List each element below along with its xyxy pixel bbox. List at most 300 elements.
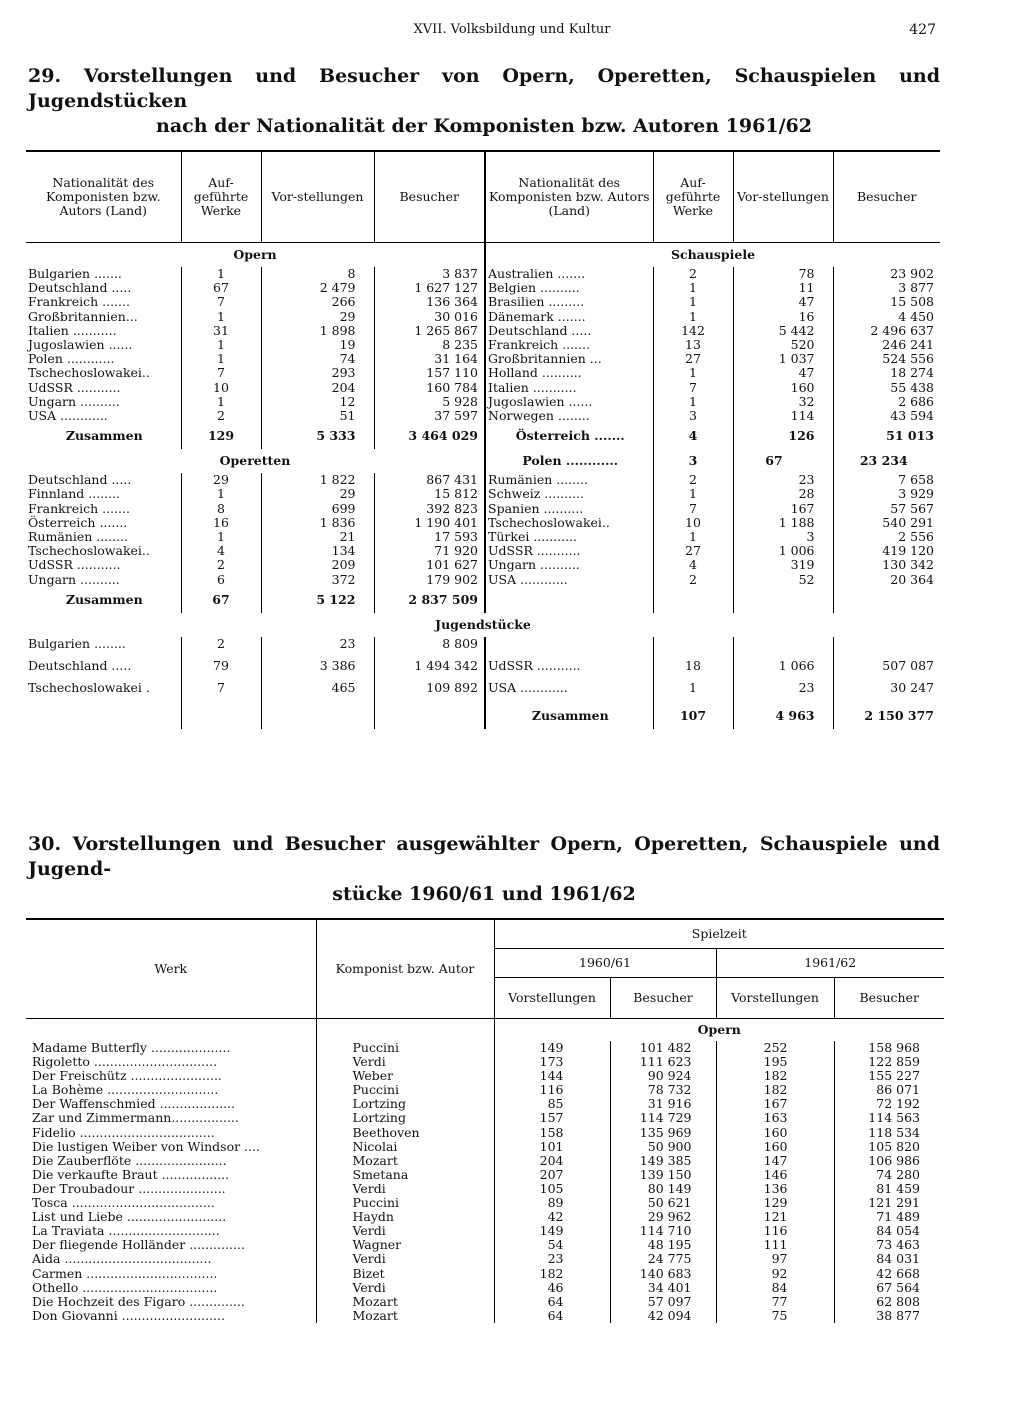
composer: Puccini [316, 1196, 494, 1210]
performances-1961-62: 97 [716, 1252, 834, 1266]
right-works: 1 [653, 530, 733, 544]
performances-1961-62: 147 [716, 1154, 834, 1168]
right-country: Brasilien ......... [485, 295, 653, 309]
header-works: Auf-geführte Werke [181, 151, 261, 243]
right-visitors: 540 291 [833, 516, 940, 530]
work-title: Don Giovanni .......................... [32, 1307, 225, 1323]
right-visitors: 15 508 [833, 295, 940, 309]
left-performances: 19 [261, 338, 374, 352]
table-row [26, 409, 940, 423]
right-performances: 47 [733, 295, 833, 309]
performances-1961-62: 116 [716, 1224, 834, 1238]
performances-1961-62: 136 [716, 1182, 834, 1196]
right-works: 1 [653, 281, 733, 295]
table-30-title-line-2: stücke 1960/61 und 1961/62 [332, 883, 636, 905]
performances-1961-62: 160 [716, 1140, 834, 1154]
left-total-label: Zusammen [65, 428, 143, 444]
right-performances: 114 [733, 409, 833, 423]
left-performances: 23 [261, 637, 374, 659]
right-country: Schweiz .......... [485, 487, 653, 501]
left-works: 1 [181, 310, 261, 324]
performances-1960-61: 46 [494, 1281, 610, 1295]
left-visitors: 157 110 [374, 366, 485, 380]
table-row [26, 587, 940, 613]
right-performances: 319 [733, 558, 833, 572]
left-performances: 12 [261, 395, 374, 409]
work-title: Der Waffenschmied ................... [32, 1096, 236, 1112]
right-total-performances: 4 963 [733, 703, 833, 729]
right-performances: 67 [733, 449, 833, 473]
left-visitors: 867 431 [374, 473, 485, 487]
performances-1961-62: 129 [716, 1196, 834, 1210]
right-empty-cell [653, 637, 733, 659]
composer: Mozart [316, 1309, 494, 1323]
left-country: Ungarn .......... [28, 571, 120, 587]
left-total-performances: 5 122 [261, 587, 374, 613]
right-visitors: 2 556 [833, 530, 940, 544]
left-performances: 372 [261, 573, 374, 587]
page-number: 427 [909, 22, 936, 38]
table-row [26, 502, 940, 516]
right-works: 13 [653, 338, 733, 352]
right-performances: 167 [733, 502, 833, 516]
visitors-1960-61: 90 924 [610, 1069, 716, 1083]
visitors-1960-61: 140 683 [610, 1267, 716, 1281]
performances-1960-61: 204 [494, 1154, 610, 1168]
right-works: 18 [653, 659, 733, 681]
right-visitors: 130 342 [833, 558, 940, 572]
table-row [26, 1295, 944, 1309]
left-country: USA ............ [28, 408, 108, 424]
right-country: Holland .......... [485, 366, 653, 380]
visitors-1961-62: 62 808 [834, 1295, 944, 1309]
right-works: 1 [653, 681, 733, 703]
visitors-1961-62: 84 054 [834, 1224, 944, 1238]
section-heading-jugend: Jugendstücke [435, 616, 531, 632]
composer: Verdi [316, 1182, 494, 1196]
header-works-right: Auf-geführte Werke [653, 151, 733, 243]
left-works: 1 [181, 487, 261, 501]
left-performances: 3 386 [261, 659, 374, 681]
visitors-1961-62: 38 877 [834, 1309, 944, 1323]
visitors-1960-61: 57 097 [610, 1295, 716, 1309]
performances-1960-61: 64 [494, 1309, 610, 1323]
composer: Verdi [316, 1055, 494, 1069]
table-row [26, 243, 940, 268]
table-row [26, 516, 940, 530]
right-works: 1 [653, 310, 733, 324]
visitors-1961-62: 84 031 [834, 1252, 944, 1266]
visitors-1960-61: 139 150 [610, 1168, 716, 1182]
performances-1960-61: 105 [494, 1182, 610, 1196]
table-29-header-row [26, 151, 940, 243]
right-visitors: 507 087 [833, 659, 940, 681]
performances-1960-61: 89 [494, 1196, 610, 1210]
header-performances-right: Vor-stellungen [733, 151, 833, 243]
composer: Verdi [316, 1224, 494, 1238]
visitors-1960-61: 29 962 [610, 1210, 716, 1224]
performances-1961-62: 252 [716, 1041, 834, 1055]
work-title: Der fliegende Holländer .............. [32, 1237, 245, 1253]
right-works: 2 [653, 267, 733, 281]
right-works: 2 [653, 473, 733, 487]
left-country: Deutschland ..... [28, 657, 132, 673]
visitors-1960-61: 78 732 [610, 1083, 716, 1097]
right-visitors: 524 556 [833, 352, 940, 366]
right-works: 27 [653, 352, 733, 366]
table-row [26, 613, 940, 637]
performances-1961-62: 77 [716, 1295, 834, 1309]
left-total-works: 67 [181, 587, 261, 613]
right-total-label: Zusammen [485, 703, 653, 729]
left-total-visitors: 2 837 509 [374, 587, 485, 613]
left-visitors: 101 627 [374, 558, 485, 572]
left-performances: 1 822 [261, 473, 374, 487]
left-works: 6 [181, 573, 261, 587]
right-works: 3 [653, 449, 733, 473]
right-visitors: 55 438 [833, 381, 940, 395]
table-row [26, 1252, 944, 1266]
performances-1960-61: 182 [494, 1267, 610, 1281]
left-works: 7 [181, 681, 261, 703]
visitors-1960-61: 135 969 [610, 1126, 716, 1140]
visitors-1961-62: 106 986 [834, 1154, 944, 1168]
right-works: 27 [653, 544, 733, 558]
performances-1960-61: 157 [494, 1111, 610, 1125]
left-visitors: 5 928 [374, 395, 485, 409]
right-country: Belgien .......... [485, 281, 653, 295]
right-total-visitors: 2 150 377 [833, 703, 940, 729]
composer: Lortzing [316, 1097, 494, 1111]
work-title: Der Freischütz ....................... [32, 1068, 222, 1084]
visitors-1961-62: 114 563 [834, 1111, 944, 1125]
composer: Puccini [316, 1041, 494, 1055]
right-performances: 1 188 [733, 516, 833, 530]
left-performances: 74 [261, 352, 374, 366]
right-country: Tschechoslowakei.. [485, 516, 653, 530]
visitors-1960-61: 114 710 [610, 1224, 716, 1238]
left-works: 1 [181, 395, 261, 409]
right-country: Norwegen ........ [485, 409, 653, 423]
left-performances: 209 [261, 558, 374, 572]
right-works: 10 [653, 516, 733, 530]
left-performances: 1 836 [261, 516, 374, 530]
chapter-heading: XVII. Volksbildung und Kultur [413, 22, 611, 37]
right-performances: 28 [733, 487, 833, 501]
visitors-1960-61: 114 729 [610, 1111, 716, 1125]
right-performances: 32 [733, 395, 833, 409]
composer: Lortzing [316, 1111, 494, 1125]
work-title: Die lustigen Weiber von Windsor .... [32, 1138, 260, 1154]
work-title: Rigoletto ............................... [32, 1054, 218, 1070]
work-title: Tosca .................................... [32, 1195, 215, 1211]
right-performances: 1 066 [733, 659, 833, 681]
composer: Mozart [316, 1154, 494, 1168]
table-30 [26, 918, 944, 1323]
right-country: Italien ........... [485, 381, 653, 395]
right-country: Rumänien ........ [485, 473, 653, 487]
work-title: List und Liebe ......................... [32, 1209, 227, 1225]
performances-1960-61: 85 [494, 1097, 610, 1111]
left-country: UdSSR ........... [28, 379, 121, 395]
visitors-1961-62: 158 968 [834, 1041, 944, 1055]
table-row [26, 1097, 944, 1111]
performances-1961-62: 195 [716, 1055, 834, 1069]
table-row [26, 449, 940, 473]
left-works: 7 [181, 366, 261, 380]
left-performances: 51 [261, 409, 374, 423]
performances-1960-61: 144 [494, 1069, 610, 1083]
right-country: Deutschland ..... [485, 324, 653, 338]
table-row [26, 1041, 944, 1055]
table-row [26, 352, 940, 366]
table-row [26, 487, 940, 501]
right-country: Jugoslawien ...... [485, 395, 653, 409]
header-visitors-1961-62: Besucher [834, 978, 944, 1019]
visitors-1960-61: 101 482 [610, 1041, 716, 1055]
right-performances: 520 [733, 338, 833, 352]
table-row [26, 366, 940, 380]
performances-1960-61: 207 [494, 1168, 610, 1182]
left-section-heading: Opern [233, 246, 277, 262]
right-country: Frankreich ....... [485, 338, 653, 352]
work-title: Madame Butterfly .................... [32, 1040, 231, 1055]
header-performances: Vor-stellungen [261, 151, 374, 243]
header-nationality: Nationalität des Komponisten bzw. Autors (Land) [26, 151, 181, 243]
performances-1961-62: 167 [716, 1097, 834, 1111]
visitors-1960-61: 111 623 [610, 1055, 716, 1069]
visitors-1960-61: 31 916 [610, 1097, 716, 1111]
right-country: Australien ....... [485, 267, 653, 281]
left-works: 1 [181, 352, 261, 366]
left-works: 1 [181, 338, 261, 352]
left-performances: 2 479 [261, 281, 374, 295]
table-row [26, 1126, 944, 1140]
performances-1961-62: 160 [716, 1126, 834, 1140]
right-works: 7 [653, 381, 733, 395]
table-29-body [26, 243, 940, 729]
left-works: 29 [181, 473, 261, 487]
header-composer: Komponist bzw. Autor [316, 919, 494, 1019]
visitors-1961-62: 122 859 [834, 1055, 944, 1069]
right-performances: 78 [733, 267, 833, 281]
empty-cell [316, 1019, 494, 1042]
left-performances: 8 [261, 267, 374, 281]
table-row [26, 324, 940, 338]
visitors-1961-62: 121 291 [834, 1196, 944, 1210]
visitors-1960-61: 80 149 [610, 1182, 716, 1196]
work-title: Die verkaufte Braut ................. [32, 1166, 230, 1182]
left-works: 7 [181, 295, 261, 309]
left-visitors: 3 837 [374, 267, 485, 281]
page-header [0, 22, 1024, 44]
visitors-1960-61: 42 094 [610, 1309, 716, 1323]
left-visitors: 71 920 [374, 544, 485, 558]
left-country: Großbritannien... [28, 308, 138, 324]
right-performances: 23 [733, 473, 833, 487]
table-row [26, 473, 940, 487]
left-works: 4 [181, 544, 261, 558]
right-visitors: 2 496 637 [833, 324, 940, 338]
left-visitors: 1 190 401 [374, 516, 485, 530]
right-visitors: 51 013 [833, 423, 940, 449]
composer: Haydn [316, 1210, 494, 1224]
left-works: 1 [181, 267, 261, 281]
composer: Verdi [316, 1252, 494, 1266]
header-season-1961-62: 1961/62 [716, 949, 944, 978]
right-works: 142 [653, 324, 733, 338]
left-country: Tschechoslowakei . [28, 679, 150, 695]
performances-1960-61: 54 [494, 1238, 610, 1252]
left-country: Frankreich ....... [28, 294, 130, 310]
work-title: Othello .................................. [32, 1279, 218, 1295]
visitors-1961-62: 81 459 [834, 1182, 944, 1196]
right-performances: 5 442 [733, 324, 833, 338]
left-visitors: 136 364 [374, 295, 485, 309]
composer: Wagner [316, 1238, 494, 1252]
work-title: Der Troubadour ...................... [32, 1180, 226, 1196]
table-row [26, 1083, 944, 1097]
left-works: 1 [181, 530, 261, 544]
left-country: Österreich ....... [28, 514, 128, 530]
table-29-title-line-2: nach der Nationalität der Komponisten bzw. Autoren 1961/62 [156, 115, 812, 137]
right-visitors: 57 567 [833, 502, 940, 516]
right-total-works: 107 [653, 703, 733, 729]
left-visitors: 8 235 [374, 338, 485, 352]
right-performances: 1 037 [733, 352, 833, 366]
visitors-1960-61: 24 775 [610, 1252, 716, 1266]
section-heading-opern: Opern [494, 1019, 944, 1042]
right-visitors: 43 594 [833, 409, 940, 423]
right-country: Ungarn .......... [485, 558, 653, 572]
right-works: 4 [653, 558, 733, 572]
header-visitors-right: Besucher [833, 151, 940, 243]
left-country: Tschechoslowakei.. [28, 543, 150, 559]
visitors-1961-62: 155 227 [834, 1069, 944, 1083]
table-row [26, 1196, 944, 1210]
right-performances: 11 [733, 281, 833, 295]
left-performances: 465 [261, 681, 374, 703]
left-country: Ungarn .......... [28, 393, 120, 409]
work-title: La Traviata ............................ [32, 1223, 220, 1239]
work-title: Carmen ................................. [32, 1265, 218, 1281]
right-works: 1 [653, 366, 733, 380]
left-visitors: 30 016 [374, 310, 485, 324]
right-performances: 126 [733, 423, 833, 449]
visitors-1961-62: 67 564 [834, 1281, 944, 1295]
left-works: 8 [181, 502, 261, 516]
visitors-1961-62: 72 192 [834, 1097, 944, 1111]
right-performances: 23 [733, 681, 833, 703]
left-works: 10 [181, 381, 261, 395]
left-performances: 29 [261, 487, 374, 501]
right-empty-cell [733, 587, 833, 613]
performances-1961-62: 121 [716, 1210, 834, 1224]
right-performances: 160 [733, 381, 833, 395]
left-performances: 21 [261, 530, 374, 544]
right-section-heading: Schauspiele [485, 243, 940, 268]
composer: Beethoven [316, 1126, 494, 1140]
performances-1961-62: 111 [716, 1238, 834, 1252]
header-season-1960-61: 1960/61 [494, 949, 716, 978]
table-row [26, 1140, 944, 1154]
visitors-1960-61: 48 195 [610, 1238, 716, 1252]
left-country: Jugoslawien ...... [28, 337, 133, 353]
work-title: Die Zauberflöte ....................... [32, 1152, 227, 1168]
left-works: 67 [181, 281, 261, 295]
visitors-1960-61: 149 385 [610, 1154, 716, 1168]
right-visitors: 7 658 [833, 473, 940, 487]
right-country: USA ............ [485, 573, 653, 587]
table-row [26, 1267, 944, 1281]
right-country: USA ............ [485, 681, 653, 703]
performances-1960-61: 158 [494, 1126, 610, 1140]
table-row [26, 659, 940, 681]
visitors-1961-62: 73 463 [834, 1238, 944, 1252]
right-visitors: 4 450 [833, 310, 940, 324]
right-works: 7 [653, 502, 733, 516]
right-performances: 16 [733, 310, 833, 324]
left-country: Italien ........... [28, 322, 117, 338]
table-row [26, 267, 940, 281]
table-row [26, 1309, 944, 1323]
performances-1961-62: 182 [716, 1083, 834, 1097]
left-visitors: 1 494 342 [374, 659, 485, 681]
work-title: Fidelio .................................. [32, 1124, 215, 1140]
performances-1960-61: 64 [494, 1295, 610, 1309]
table-30-title-line-1: 30. Vorstellungen und Besucher ausgewählter Opern, Operetten, Schauspiele und Jugend- [28, 833, 940, 880]
work-title: Die Hochzeit des Figaro .............. [32, 1293, 245, 1309]
right-empty-cell [833, 637, 940, 659]
performances-1961-62: 146 [716, 1168, 834, 1182]
right-works: 3 [653, 409, 733, 423]
table-row [26, 1154, 944, 1168]
left-country: Deutschland ..... [28, 472, 132, 488]
left-visitors: 1 265 867 [374, 324, 485, 338]
right-visitors: 246 241 [833, 338, 940, 352]
left-visitors: 109 892 [374, 681, 485, 703]
right-visitors: 3 877 [833, 281, 940, 295]
right-country: Polen ............ [485, 449, 653, 473]
work-title: La Bohème ............................ [32, 1082, 219, 1098]
left-visitors: 179 902 [374, 573, 485, 587]
performances-1961-62: 84 [716, 1281, 834, 1295]
performances-1960-61: 173 [494, 1055, 610, 1069]
left-total-performances: 5 333 [261, 423, 374, 449]
header-performances-1960-61: Vorstellungen [494, 978, 610, 1019]
performances-1960-61: 116 [494, 1083, 610, 1097]
left-empty-cell [181, 703, 261, 729]
left-performances: 699 [261, 502, 374, 516]
right-empty-cell [485, 587, 653, 613]
table-29 [26, 150, 940, 729]
left-visitors: 160 784 [374, 381, 485, 395]
table-row [26, 310, 940, 324]
performances-1960-61: 42 [494, 1210, 610, 1224]
right-country: Spanien .......... [485, 502, 653, 516]
table-row [26, 637, 940, 659]
visitors-1961-62: 71 489 [834, 1210, 944, 1224]
table-row [26, 703, 940, 729]
visitors-1961-62: 105 820 [834, 1140, 944, 1154]
table-row [26, 1238, 944, 1252]
composer: Bizet [316, 1267, 494, 1281]
visitors-1961-62: 86 071 [834, 1083, 944, 1097]
left-performances: 134 [261, 544, 374, 558]
header-visitors: Besucher [374, 151, 485, 243]
left-country: UdSSR ........... [28, 557, 121, 573]
right-visitors: 30 247 [833, 681, 940, 703]
